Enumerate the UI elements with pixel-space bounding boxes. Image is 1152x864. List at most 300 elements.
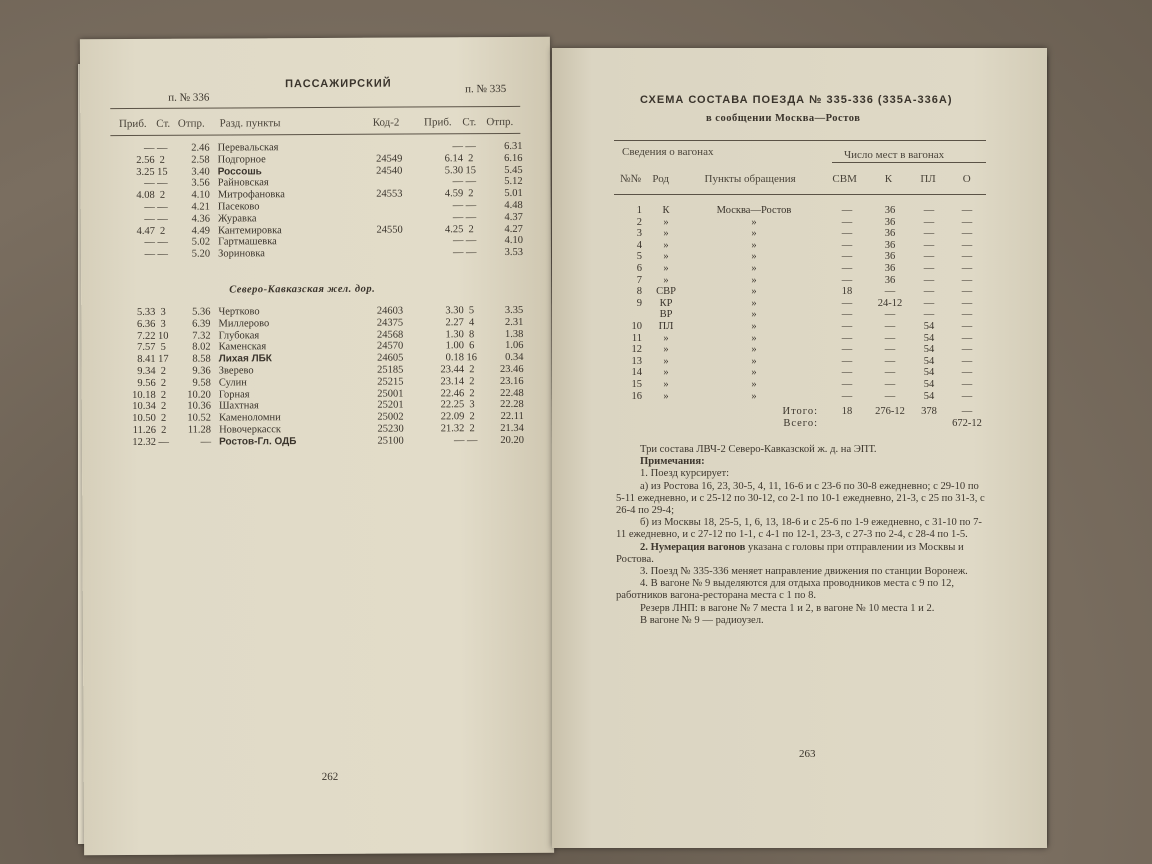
left-page: [80, 37, 554, 855]
cell-st: 3: [160, 306, 166, 318]
cell-code: [362, 200, 417, 212]
cell-code: [362, 141, 417, 153]
car-o: —: [961, 216, 973, 228]
car-row: [620, 275, 986, 287]
cell-name: Горная: [218, 388, 250, 401]
car-k: —: [884, 286, 896, 298]
cell-arr: 6.36: [137, 318, 156, 330]
cell-dep2: 22.28: [500, 399, 524, 411]
cell-dep: 10.36: [187, 400, 211, 413]
car-k: —: [884, 367, 896, 379]
cell-arr: —: [144, 213, 155, 225]
composition-rule-mid: [832, 162, 986, 163]
cell-dep2: 0.34: [505, 352, 524, 364]
grand-total: 672-12: [952, 417, 982, 429]
car-row: [620, 240, 986, 252]
cell-arr: 10.18: [132, 389, 156, 401]
note-4: 4. В вагоне № 9 выделяются для отдыха проводников места с 9 по 12, работников вагона-ресторана места с 1 по 8.: [616, 578, 955, 602]
cell-code: 25001: [377, 388, 404, 400]
cell-arr2: 4.25: [444, 223, 464, 235]
cell-st2: —: [465, 211, 477, 223]
composition-rule-header: [614, 194, 986, 195]
car-row: [620, 217, 986, 229]
car-svm: —: [841, 274, 853, 286]
car-route: »: [751, 239, 757, 251]
cell-st: 5: [160, 342, 166, 354]
header-rule: [110, 106, 520, 109]
car-type: СВР: [656, 286, 676, 298]
car-no: 4: [636, 239, 642, 251]
cell-name: Лихая ЛБК: [218, 353, 272, 365]
cell-code: 24549: [376, 153, 403, 165]
car-no: 1: [636, 205, 642, 216]
railway-section: Северо-Кавказская жел. дор.: [229, 283, 376, 296]
cell-dep: 5.02: [191, 236, 211, 249]
car-pl: —: [923, 274, 935, 286]
car-row: [620, 228, 986, 240]
car-type: »: [663, 251, 669, 263]
car-pl: 54: [923, 355, 935, 367]
car-k: 36: [884, 251, 896, 263]
car-o: —: [961, 239, 973, 251]
cell-st: 2: [159, 189, 166, 202]
cell-arr2: 0.18: [445, 352, 465, 364]
car-no: 5: [636, 251, 642, 263]
note-2-bold: 2. Нумерация вагонов: [640, 541, 746, 553]
cell-dep2: 3.53: [504, 247, 524, 259]
car-pl: —: [923, 216, 935, 228]
cell-code: 24570: [377, 340, 404, 353]
car-route: »: [751, 344, 757, 356]
note-2-rest: указана с головы при отправлении из Москвы и Ростова.: [616, 541, 964, 565]
car-svm: —: [841, 332, 853, 344]
cell-st2: 16: [466, 352, 478, 364]
cell-st2: 2: [469, 411, 475, 423]
car-svm: —: [841, 390, 853, 402]
car-pl: 54: [923, 332, 935, 344]
car-no: 6: [636, 262, 642, 274]
car-row: [620, 309, 986, 321]
car-k: —: [884, 390, 896, 402]
cell-dep2: 5.01: [504, 188, 523, 200]
cell-dep2: 3.35: [504, 304, 524, 317]
car-o: —: [961, 309, 973, 321]
cell-code: 24603: [376, 305, 404, 317]
car-no: 15: [631, 378, 642, 390]
cell-arr2: 22.25: [440, 399, 465, 411]
cell-name: Зориновка: [218, 248, 265, 260]
cell-dep: 11.28: [187, 424, 212, 436]
car-type: »: [663, 332, 669, 344]
cell-dep: 7.32: [192, 330, 211, 342]
cell-arr2: —: [452, 141, 463, 153]
cell-st2: 3: [469, 399, 475, 411]
car-route: »: [751, 309, 757, 321]
note-1: 1. Поезд курсирует:: [640, 468, 730, 480]
car-k: —: [884, 320, 896, 332]
total-label: Итого:: [782, 406, 818, 417]
cell-st: 2: [160, 377, 167, 389]
cell-st2: 8: [468, 328, 475, 340]
note-2: [616, 542, 988, 566]
car-row: [620, 379, 986, 391]
car-no: 10: [631, 320, 642, 332]
col-code: Код-2: [372, 116, 400, 129]
car-o: —: [961, 367, 973, 379]
cell-arr: 5.33: [136, 306, 156, 318]
car-o: —: [961, 262, 973, 274]
car-row: [620, 321, 986, 333]
page-number-left: 262: [321, 770, 339, 783]
cell-st2: —: [465, 235, 477, 247]
car-type: »: [663, 344, 669, 356]
car-pl: —: [923, 205, 935, 216]
car-no: 9: [636, 297, 642, 309]
car-route: »: [751, 390, 757, 402]
cell-code: 24605: [377, 352, 404, 364]
car-route: »: [751, 216, 757, 228]
car-o: —: [961, 205, 973, 216]
cell-arr2: 3.30: [445, 305, 464, 317]
cell-dep2: 20.20: [500, 434, 525, 446]
cell-st: 2: [159, 154, 165, 166]
cell-st2: 2: [468, 188, 474, 200]
car-no: 12: [631, 344, 642, 356]
cell-st: 2: [160, 401, 167, 413]
total-o: —: [961, 406, 973, 417]
cell-arr2: 6.14: [444, 153, 464, 165]
note-4b: Резерв ЛНП: в вагоне № 7 места 1 и 2, в вагоне № 10 места 1 и 2.: [640, 602, 935, 614]
car-route: »: [751, 332, 757, 344]
composition-header: [620, 174, 986, 186]
cell-code: 24375: [376, 317, 404, 329]
car-pl: 54: [923, 390, 935, 402]
cell-st2: 2: [469, 364, 475, 376]
cell-st2: —: [465, 247, 477, 259]
car-no: 14: [631, 367, 642, 379]
car-type: »: [663, 274, 669, 286]
car-type: ВР: [659, 309, 673, 321]
cell-dep: 4.10: [191, 189, 210, 201]
cell-dep: 4.21: [191, 201, 210, 213]
notes-heading: Примечания:: [640, 456, 705, 468]
car-no: 7: [636, 274, 642, 286]
cell-st2: 2: [468, 223, 474, 235]
car-k: —: [884, 378, 896, 390]
car-svm: —: [841, 309, 853, 321]
cell-st: —: [157, 237, 168, 249]
car-no: 3: [636, 228, 642, 240]
cell-arr: —: [144, 178, 155, 190]
group-seat-count: Число мест в вагонах: [844, 149, 945, 161]
car-svm: —: [841, 228, 853, 240]
car-k: 36: [884, 239, 896, 251]
car-type: »: [663, 367, 669, 379]
car-type: КР: [659, 297, 673, 309]
cell-name: Каменоломни: [218, 412, 281, 424]
car-type: »: [663, 239, 669, 251]
car-row: [620, 263, 986, 275]
car-k: —: [884, 355, 896, 367]
cell-name: Сулин: [218, 377, 247, 389]
car-pl: 54: [923, 378, 935, 390]
cell-arr: 9.56: [137, 377, 156, 389]
car-no: 11: [631, 332, 642, 344]
cell-code: 24540: [376, 165, 403, 177]
car-k: 24-12: [877, 297, 903, 309]
cell-st: 17: [158, 353, 169, 366]
car-type: К: [662, 205, 670, 216]
car-svm: —: [841, 251, 853, 263]
car-no: 8: [636, 286, 642, 298]
col-type: Род: [652, 173, 669, 185]
car-pl: —: [923, 309, 935, 321]
cell-name: Райновская: [217, 177, 269, 189]
car-o: —: [961, 355, 973, 367]
car-svm: —: [841, 262, 853, 274]
car-k: 36: [884, 205, 896, 216]
cell-name: Зверево: [218, 365, 254, 377]
car-row: [620, 333, 986, 345]
car-no: 13: [631, 355, 642, 367]
cell-arr2: —: [452, 235, 464, 247]
car-route: »: [751, 320, 757, 332]
car-row: [620, 298, 986, 310]
cell-name: Каменская: [218, 341, 267, 353]
cell-st: 15: [157, 166, 168, 178]
cell-st2: 5: [468, 305, 475, 317]
col-k: К: [884, 173, 893, 185]
col-st: Ст.: [156, 117, 171, 130]
car-o: —: [961, 251, 973, 263]
car-no: 16: [631, 390, 642, 402]
cell-arr: 4.08: [136, 190, 155, 202]
col-o: О: [962, 173, 971, 185]
cell-st2: 2: [469, 423, 475, 435]
cell-code: 25185: [377, 364, 404, 376]
cell-arr: 7.22: [137, 330, 156, 342]
cell-arr2: 5.30: [444, 164, 464, 176]
car-k: 36: [884, 262, 896, 274]
col-no: №№: [620, 173, 641, 185]
cell-st: 2: [159, 225, 166, 237]
cell-name: Ростов-Гл. ОДБ: [219, 435, 297, 448]
cell-arr2: —: [452, 247, 464, 259]
cell-arr: 11.26: [132, 424, 157, 436]
cell-code: [362, 236, 417, 248]
car-pl: 54: [923, 320, 935, 332]
note-1a: а) из Ростова 16, 23, 30-5, 4, 11, 16-6 и с 23-6 по 30-8 ежедневно; с 29-10 по 5-11 ежедневно, и с 25-12 по 30-12, со 2-1 по 10-1 ежедневно, 21-3, с 25 по 31-3, с 26-4 по 29-4;: [616, 480, 985, 517]
cell-st2: —: [465, 200, 477, 212]
cell-name: Глубокая: [218, 329, 260, 342]
car-type: »: [663, 378, 669, 390]
car-route: »: [751, 297, 757, 309]
cell-dep: 3.56: [191, 177, 210, 190]
cell-arr2: 4.59: [444, 188, 464, 200]
cell-dep: 10.52: [187, 412, 212, 424]
cell-st: 3: [160, 318, 166, 330]
car-row: [620, 356, 986, 368]
car-o: —: [961, 344, 973, 356]
cell-dep: 10.20: [187, 389, 211, 401]
cell-dep: 3.40: [191, 166, 210, 178]
cell-code: [362, 248, 417, 260]
cell-dep: 9.36: [192, 365, 211, 377]
train-category-title: ПАССАЖИРСКИЙ: [285, 77, 392, 91]
cell-dep2: 22.48: [500, 387, 524, 399]
cell-dep: 9.58: [192, 377, 211, 389]
car-o: —: [961, 228, 973, 240]
col-arr: Приб.: [118, 117, 147, 131]
car-pl: 54: [923, 344, 935, 356]
cell-arr: —: [143, 142, 155, 154]
timetable-rows-a: [110, 141, 523, 261]
total-svm: 18: [841, 406, 853, 417]
cell-name: Подгорное: [217, 154, 266, 166]
cell-st2: 2: [469, 375, 475, 387]
cell-st2: 4: [468, 316, 475, 328]
car-route: Москва—Ростов: [716, 205, 792, 216]
car-k: 36: [884, 274, 896, 286]
car-k: 36: [884, 216, 896, 228]
car-route: »: [751, 262, 757, 274]
cell-st: 2: [161, 424, 167, 436]
cell-arr: 9.34: [137, 365, 156, 377]
cell-dep: 4.36: [191, 213, 210, 225]
cell-dep2: 6.16: [504, 152, 523, 164]
note-3: 3. Поезд № 335-336 меняет направление движения по станции Воронеж.: [640, 566, 968, 578]
car-svm: —: [841, 239, 853, 251]
car-pl: —: [923, 239, 935, 251]
car-pl: —: [923, 251, 935, 263]
car-svm: —: [841, 378, 853, 390]
cell-arr: —: [144, 237, 156, 249]
car-o: —: [961, 286, 973, 298]
cell-dep2: 2.31: [504, 316, 524, 328]
cell-dep: 2.46: [191, 142, 210, 154]
cell-arr2: 23.44: [440, 364, 465, 376]
cell-arr: 8.41: [137, 354, 156, 366]
cell-st: —: [157, 178, 168, 190]
cell-st: 10: [157, 330, 169, 342]
cell-st: —: [157, 213, 168, 225]
cell-arr2: —: [453, 434, 465, 447]
cell-dep2: 23.16: [500, 375, 524, 387]
col-dep2: Отпр.: [486, 115, 514, 129]
note-1b: б) из Москвы 18, 25-5, 1, 6, 13, 18-6 и с 25-6 по 1-9 ежедневно, с 31-10 по 7-11 ежедневно, и с 27-12 по 1-1, с 4-1 по 12-1, 23-3, с 27-3 по 2-4, с 28-4 по 1-5.: [616, 517, 982, 541]
composition-rows: [620, 205, 986, 402]
car-pl: —: [923, 262, 935, 274]
note-5: В вагоне № 9 — радиоузел.: [640, 614, 764, 626]
cell-arr2: —: [452, 176, 464, 188]
cell-arr: —: [144, 201, 155, 213]
cell-arr: 2.56: [136, 154, 155, 166]
col-svm: СВМ: [832, 173, 857, 185]
cell-dep2: 6.31: [504, 140, 523, 153]
notes-block: [616, 444, 988, 627]
cell-name: Россошь: [217, 165, 262, 178]
cell-dep: 8.58: [192, 353, 211, 365]
grand-total-label: Всего:: [783, 417, 818, 429]
timetable-rows-b: [111, 305, 524, 449]
cell-dep2: 23.46: [499, 363, 524, 376]
timetable-row: [111, 247, 523, 261]
cell-code: 25201: [377, 399, 404, 412]
cell-st: 2: [160, 389, 167, 401]
cell-name: Шахтная: [218, 400, 259, 412]
car-k: 36: [884, 228, 896, 240]
car-row: [620, 391, 986, 403]
cell-st: 2: [160, 412, 167, 424]
cell-st2: 6: [469, 340, 475, 352]
car-row: [620, 367, 986, 379]
car-svm: —: [841, 344, 853, 356]
cell-arr2: 1.00: [445, 340, 465, 352]
car-pl: 54: [923, 367, 935, 379]
cell-arr2: 23.14: [440, 376, 465, 388]
car-route: »: [751, 367, 757, 379]
cell-name: Кантемировка: [217, 224, 282, 237]
car-o: —: [961, 390, 973, 402]
car-k: —: [884, 344, 896, 356]
car-route: »: [751, 355, 757, 367]
cell-name: Гартмашевка: [218, 236, 277, 248]
cell-dep2: 5.45: [504, 164, 523, 176]
cell-code: 25230: [377, 423, 404, 435]
car-o: —: [961, 332, 973, 344]
cell-st: —: [157, 201, 168, 213]
composition-subtitle: в сообщении Москва—Ростов: [706, 113, 861, 124]
cell-arr2: —: [452, 212, 464, 224]
cell-code: 24553: [376, 188, 403, 200]
car-svm: —: [841, 216, 853, 228]
cell-dep: 8.02: [192, 341, 211, 354]
col-arr2: Приб.: [423, 116, 452, 129]
cell-code: [362, 177, 417, 189]
car-svm: —: [841, 355, 853, 367]
cell-st2: 2: [468, 152, 474, 165]
cell-dep: 5.36: [192, 306, 211, 318]
header-rule-2: [110, 133, 520, 136]
cell-arr: 12.32: [132, 436, 157, 448]
timetable-row: [112, 435, 524, 449]
car-pl: —: [923, 297, 935, 309]
car-svm: —: [841, 205, 853, 216]
car-route: »: [751, 286, 757, 298]
cell-dep2: 22.11: [500, 411, 524, 423]
cell-dep2: 4.37: [504, 211, 523, 223]
composition-rule-top: [614, 140, 986, 141]
car-route: »: [751, 274, 757, 286]
cell-name: Митрофановка: [217, 189, 285, 201]
cell-arr: 10.50: [132, 413, 156, 425]
cell-code: 24568: [376, 329, 404, 341]
cell-dep2: 1.38: [505, 328, 524, 340]
cell-arr: —: [144, 249, 156, 261]
cell-arr2: 22.46: [440, 387, 465, 399]
car-o: —: [961, 274, 973, 286]
car-row: [620, 344, 986, 356]
car-pl: —: [923, 286, 935, 298]
cell-arr2: 2.27: [445, 317, 464, 329]
col-st2: Ст.: [462, 116, 477, 129]
cell-dep2: 4.27: [504, 223, 523, 235]
cell-name: Журавка: [217, 213, 257, 225]
cell-dep2: 1.06: [505, 340, 524, 352]
car-route: »: [751, 251, 757, 263]
page-number-right: 263: [799, 748, 816, 760]
car-row: [620, 205, 986, 217]
